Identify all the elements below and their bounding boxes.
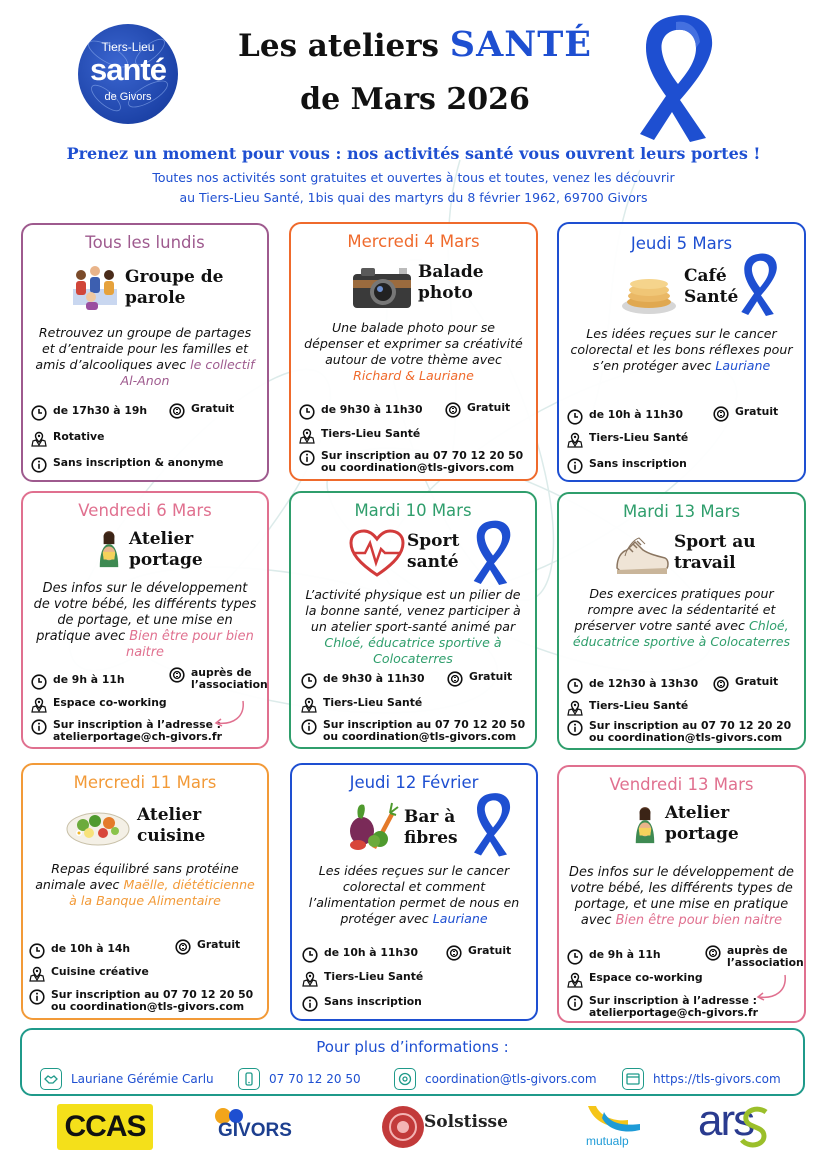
logo-line-2: santé xyxy=(90,52,166,87)
card-price-text: Gratuit xyxy=(467,401,511,414)
card-desc-text: Des infos sur le développement de votre bébé, les différents types de portage, et une mise en pratique avec xyxy=(569,865,794,928)
footer-email[interactable] xyxy=(394,1068,597,1090)
card-place-text: Tiers-Lieu Santé xyxy=(589,699,689,712)
tagline: Prenez un moment pour vous : nos activités santé vous ouvrent leurs portes ! xyxy=(66,144,761,163)
card-time xyxy=(301,673,425,689)
card-signup-text: Sur inscription au 07 70 12 20 50 ou coordination@tls-givors.com xyxy=(321,449,524,474)
blue-ribbon-icon xyxy=(739,252,783,316)
card-description xyxy=(569,326,794,374)
ccas-logo xyxy=(57,1104,153,1150)
footer-website[interactable] xyxy=(622,1068,781,1090)
card-price-text: auprès de l’association xyxy=(191,666,268,691)
card-price-text: auprès de l’association xyxy=(727,944,804,969)
coin-icon xyxy=(447,671,463,687)
card-description xyxy=(569,865,794,929)
mutualp-logo xyxy=(584,1104,644,1150)
card-day: Vendredi 6 Mars xyxy=(78,501,212,520)
logo-line-1: Tiers-Lieu xyxy=(101,40,155,54)
card-atelier-cuisine xyxy=(21,763,269,1020)
card-signup-text: Sur inscription au 07 70 12 20 50 ou coordination@tls-givors.com xyxy=(323,718,526,743)
info-icon xyxy=(567,458,583,474)
card-signup xyxy=(31,719,222,743)
ccas-logo-text: CCAS xyxy=(64,1110,146,1143)
map-pin-icon xyxy=(302,971,318,987)
footer-title: Pour plus d’informations : xyxy=(316,1038,509,1056)
card-signup xyxy=(31,457,224,473)
tiers-lieu-sante-logo xyxy=(78,24,178,124)
card-time-text: de 9h à 11h xyxy=(589,948,661,961)
card-time xyxy=(31,405,147,421)
card-cafe-sante xyxy=(557,222,806,482)
card-description xyxy=(569,586,794,650)
card-day: Mercredi 4 Mars xyxy=(347,232,480,251)
card-place-text: Espace co-working xyxy=(53,696,167,709)
card-time-text: de 9h à 11h xyxy=(53,673,125,686)
card-signup xyxy=(567,720,791,744)
card-signup xyxy=(29,989,253,1013)
card-time-text: de 17h30 à 19h xyxy=(53,404,148,417)
map-pin-icon xyxy=(567,972,583,988)
card-place-text: Rotative xyxy=(53,430,105,443)
card-title: Atelier portage xyxy=(665,803,739,844)
card-signup-text: Sur inscription à l’adresse : atelierportage@ch-givors.fr xyxy=(53,718,222,743)
title-highlight: SANTÉ xyxy=(449,24,592,65)
card-desc-text: Retrouvez un groupe de partages et d’entraide pour les familles et amis d’alcooliques avec xyxy=(35,325,252,372)
title-part-1: Les ateliers xyxy=(238,28,450,64)
coin-icon xyxy=(169,403,185,419)
card-desc-who: Bien être pour bien naitre xyxy=(126,629,254,660)
map-pin-icon xyxy=(567,700,583,716)
footer-phone[interactable] xyxy=(238,1068,361,1090)
card-price xyxy=(446,945,511,961)
card-signup xyxy=(301,719,525,743)
card-desc-who: Lauriane xyxy=(432,911,488,926)
card-title: Groupe de parole xyxy=(125,267,224,308)
ars-logo-text: ars xyxy=(698,1096,754,1145)
card-time xyxy=(567,409,683,425)
card-place xyxy=(299,428,420,444)
card-title: Balade photo xyxy=(418,262,484,303)
card-price-text: Gratuit xyxy=(735,675,779,688)
info-icon xyxy=(299,450,315,466)
card-place xyxy=(567,432,688,448)
group-talk-icon xyxy=(69,261,121,311)
card-place-text: Cuisine créative xyxy=(51,965,149,978)
card-time xyxy=(299,404,423,420)
card-desc-text: Des infos sur le développement de votre bébé, les différents types de portage, et une mise en pratique avec xyxy=(33,581,257,644)
card-balade-photo xyxy=(289,222,538,481)
handshake-icon xyxy=(40,1068,62,1090)
card-desc-who: Chloé, éducatrice sportive à Colocaterres xyxy=(572,618,791,649)
info-icon xyxy=(301,719,317,735)
card-time-text: de 10h à 11h30 xyxy=(589,408,684,421)
pancake-icon xyxy=(621,266,677,316)
map-pin-icon xyxy=(31,431,47,447)
card-day: Tous les lundis xyxy=(85,233,205,252)
info-icon xyxy=(567,720,583,736)
coin-icon xyxy=(169,667,185,683)
card-place xyxy=(567,972,703,988)
card-price xyxy=(447,671,512,687)
card-signup xyxy=(299,450,523,474)
card-price-text: Gratuit xyxy=(191,402,235,415)
card-desc-text: Les idées reçues sur le cancer colorectal et les bons réflexes pour s’en protéger avec xyxy=(570,326,793,373)
card-desc-text: L’activité physique est un pilier de la bonne santé, venez participer à un atelier sport-santé animé par xyxy=(305,587,521,634)
blue-ribbon-icon xyxy=(472,791,516,857)
info-icon xyxy=(31,457,47,473)
page-subtitle-month: de Mars 2026 xyxy=(300,82,530,117)
clock-icon xyxy=(299,404,315,420)
footer-website-url[interactable]: https://tls-givors.com xyxy=(653,1072,781,1086)
info-icon xyxy=(31,719,47,735)
footer-phone-number[interactable]: 07 70 12 20 50 xyxy=(269,1072,361,1086)
solstisse-logo xyxy=(380,1104,510,1150)
card-time-text: de 10h à 11h30 xyxy=(324,946,419,959)
card-title: Sport santé xyxy=(407,531,460,572)
info-icon xyxy=(567,995,583,1011)
info-icon xyxy=(302,996,318,1012)
blue-ribbon-icon xyxy=(636,12,724,142)
clock-icon xyxy=(29,943,45,959)
solstisse-logo-mark xyxy=(380,1104,426,1150)
card-price-text: Gratuit xyxy=(469,670,513,683)
intro-line-2: au Tiers-Lieu Santé, 1bis quai des martyrs du 8 février 1962, 69700 Givors xyxy=(179,190,648,205)
givors-logo xyxy=(214,1104,314,1150)
card-desc-who: Maëlle, diététicienne à la Banque Alimentaire xyxy=(69,877,255,908)
card-sport-travail xyxy=(557,492,806,750)
card-signup xyxy=(302,996,422,1012)
arrow-icon xyxy=(755,973,791,1003)
footer-email-address[interactable]: coordination@tls-givors.com xyxy=(425,1072,597,1086)
card-desc-text: Des exercices pratiques pour rompre avec la sédentarité et préserver votre santé avec xyxy=(574,586,776,633)
blue-ribbon-icon xyxy=(471,519,517,585)
card-time-text: de 10h à 14h xyxy=(51,942,131,955)
card-place xyxy=(31,697,167,713)
ars-s-mark xyxy=(738,1106,772,1150)
clock-icon xyxy=(31,674,47,690)
card-place xyxy=(301,697,422,713)
solstisse-logo-text: Solstisse xyxy=(424,1112,508,1132)
card-description xyxy=(33,861,257,909)
intro-line-1: Toutes nos activités sont gratuites et ouvertes à tous et toutes, venez les découvrir xyxy=(152,170,675,185)
card-price xyxy=(713,676,778,692)
map-pin-icon xyxy=(299,428,315,444)
clock-icon xyxy=(567,409,583,425)
phone-icon xyxy=(238,1068,260,1090)
camera-icon xyxy=(351,262,413,312)
card-sport-sante xyxy=(289,491,537,749)
card-price xyxy=(169,403,234,419)
card-signup-text: Sans inscription xyxy=(589,457,687,470)
info-icon xyxy=(29,989,45,1005)
clock-icon xyxy=(567,949,583,965)
card-desc-who: Chloé, éducatrice sportive à Colocaterres xyxy=(324,635,502,666)
card-signup xyxy=(567,995,758,1019)
card-title: Café Santé xyxy=(684,266,739,307)
card-signup-text: Sans inscription & anonyme xyxy=(53,456,224,469)
card-signup-text: Sur inscription au 07 70 12 20 20 ou coordination@tls-givors.com xyxy=(589,719,792,744)
map-pin-icon xyxy=(29,966,45,982)
card-signup-text: Sur inscription à l’adresse : atelierportage@ch-givors.fr xyxy=(589,994,758,1019)
babywearing-icon xyxy=(89,523,129,573)
card-time xyxy=(302,947,418,963)
card-time xyxy=(567,949,661,965)
card-atelier-portage-2 xyxy=(557,765,806,1023)
card-place-text: Tiers-Lieu Santé xyxy=(323,696,423,709)
card-desc-who: Richard & Lauriane xyxy=(353,368,474,383)
card-day: Mardi 10 Mars xyxy=(354,501,472,520)
card-price-text: Gratuit xyxy=(735,405,779,418)
card-time xyxy=(567,678,698,694)
heartbeat-icon xyxy=(349,529,405,579)
arrow-icon xyxy=(213,699,249,729)
card-price-text: Gratuit xyxy=(468,944,512,957)
card-desc-who: Lauriane xyxy=(715,358,771,373)
clock-icon xyxy=(567,678,583,694)
card-price xyxy=(705,945,804,969)
card-signup xyxy=(567,458,687,474)
card-title: Atelier cuisine xyxy=(137,805,206,846)
card-description xyxy=(301,587,525,667)
card-day: Jeudi 5 Mars xyxy=(630,234,733,253)
card-desc-text: Repas équilibré sans protéine animale avec xyxy=(35,861,239,892)
card-day: Mercredi 11 Mars xyxy=(73,773,217,792)
page-title xyxy=(200,24,630,65)
clock-icon xyxy=(31,405,47,421)
card-desc-who: Bien être pour bien naitre xyxy=(615,913,783,928)
mutualp-logo-text: mutualp xyxy=(586,1134,629,1148)
coin-icon xyxy=(445,402,461,418)
card-day: Mardi 13 Mars xyxy=(622,502,741,521)
card-bar-fibres xyxy=(290,763,538,1021)
coin-icon xyxy=(446,945,462,961)
card-atelier-portage-1 xyxy=(21,491,269,749)
card-place xyxy=(31,431,104,447)
card-title: Sport au travail xyxy=(674,532,756,573)
sneakers-icon xyxy=(613,528,671,578)
card-price xyxy=(445,402,510,418)
card-description xyxy=(33,325,257,389)
givors-logo-text: GIVORS xyxy=(218,1120,292,1141)
babywearing-icon xyxy=(625,799,665,849)
card-time-text: de 9h30 à 11h30 xyxy=(321,403,423,416)
card-groupe-parole xyxy=(21,223,269,482)
card-time-text: de 9h30 à 11h30 xyxy=(323,672,425,685)
card-signup-text: Sur inscription au 07 70 12 20 50 ou coordination@tls-givors.com xyxy=(51,988,254,1013)
card-place-text: Tiers-Lieu Santé xyxy=(324,970,424,983)
mutualp-logo-mark xyxy=(584,1104,644,1134)
card-price xyxy=(169,667,268,691)
card-description xyxy=(302,863,526,927)
coin-icon xyxy=(713,676,729,692)
card-day: Vendredi 13 Mars xyxy=(609,775,754,794)
email-icon xyxy=(394,1068,416,1090)
map-pin-icon xyxy=(31,697,47,713)
card-title: Bar à fibres xyxy=(404,807,458,848)
card-signup-text: Sans inscription xyxy=(324,995,422,1008)
card-place xyxy=(302,971,423,987)
card-price xyxy=(713,406,778,422)
card-place xyxy=(29,966,149,982)
card-description xyxy=(33,581,257,661)
salad-icon xyxy=(65,799,131,849)
card-place-text: Espace co-working xyxy=(589,971,703,984)
card-description xyxy=(301,320,526,384)
card-place-text: Tiers-Lieu Santé xyxy=(321,427,421,440)
card-desc-text: Une balade photo pour se dépenser et exprimer sa créativité autour de votre thème avec xyxy=(304,320,523,367)
card-desc-who: le collectif Al-Anon xyxy=(120,357,255,388)
card-day: Jeudi 12 Février xyxy=(349,773,479,792)
clock-icon xyxy=(302,947,318,963)
coin-icon xyxy=(175,939,191,955)
coin-icon xyxy=(713,406,729,422)
card-place xyxy=(567,700,688,716)
footer-contact xyxy=(40,1068,214,1090)
coin-icon xyxy=(705,945,721,961)
card-place-text: Tiers-Lieu Santé xyxy=(589,431,689,444)
card-price xyxy=(175,939,240,955)
footer-contact-name: Lauriane Gérémie Carlu xyxy=(71,1072,214,1086)
vegetables-icon xyxy=(346,801,400,851)
contact-footer xyxy=(20,1028,805,1096)
clock-icon xyxy=(301,673,317,689)
map-pin-icon xyxy=(567,432,583,448)
ars-logo xyxy=(698,1096,774,1150)
card-time xyxy=(29,943,130,959)
card-title: Atelier portage xyxy=(129,529,203,570)
logo-line-3: de Givors xyxy=(104,91,152,103)
card-price-text: Gratuit xyxy=(197,938,241,951)
map-pin-icon xyxy=(301,697,317,713)
card-time xyxy=(31,674,125,690)
website-icon xyxy=(622,1068,644,1090)
card-desc-text: Les idées reçues sur le cancer colorectal et comment l’alimentation permet de nous en protéger avec xyxy=(308,863,520,926)
card-time-text: de 12h30 à 13h30 xyxy=(589,677,699,690)
